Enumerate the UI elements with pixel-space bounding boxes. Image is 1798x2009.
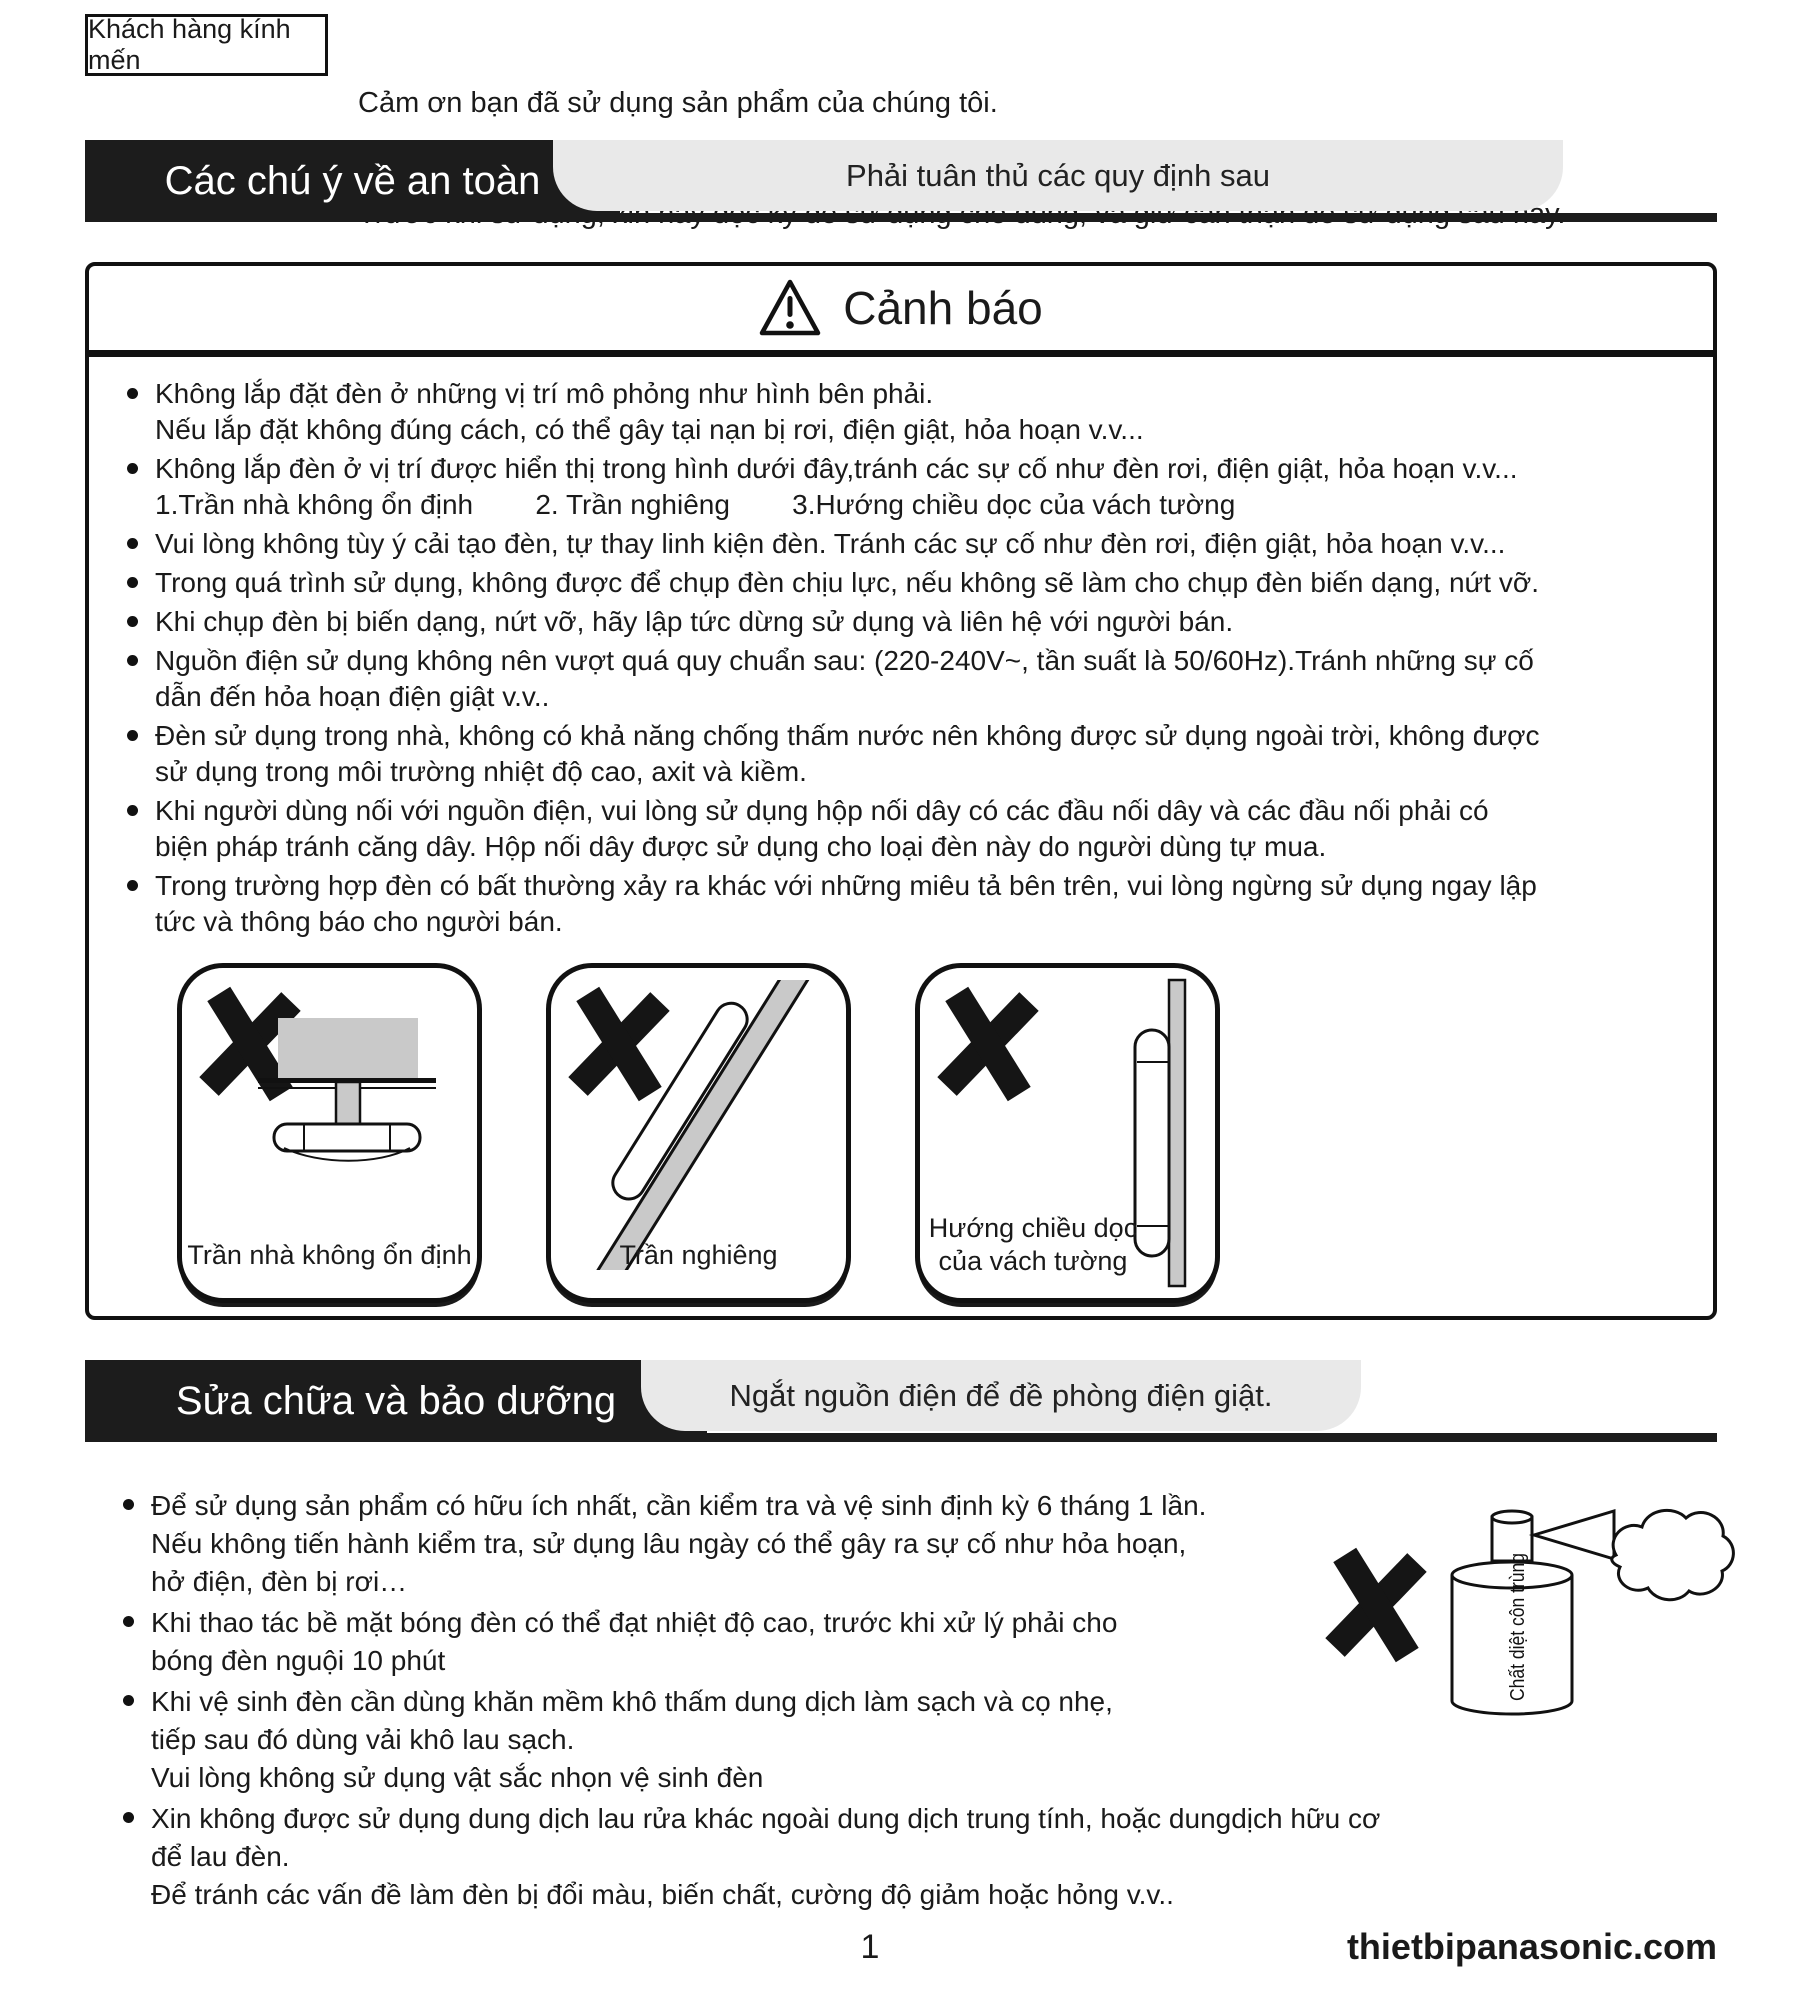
prohibited-installation-figures (177, 963, 1713, 1303)
warning-bullet: Không lắp đèn ở vị trí được hiển thị trong hình dưới đây,tránh các sự cố như đèn rơi, điện giật, hỏa hoạn v.v... 1.Trần nhà không ổn định 2. Trần nghiêng 3.Hướng chiều dọc của vách tường (119, 451, 1697, 523)
website-text: thietbipanasonic.com (1346, 1926, 1717, 1967)
warning-bullet: Không lắp đặt đèn ở những vị trí mô phỏng như hình bên phải. Nếu lắp đặt không đúng cách, có thể gây tại nạn bị rơi, điện giật, hỏa hoạn v.v... (119, 376, 1697, 448)
maintenance-section-subtitle: Ngắt nguồn điện để đề phòng điện giật. (729, 1377, 1273, 1413)
warning-triangle-icon (759, 279, 821, 337)
maintenance-bullet: Khi thao tác bề mặt bóng đèn có thể đạt nhiệt độ cao, trước khi xử lý phải cho bóng đèn nguội 10 phút (115, 1604, 1415, 1680)
tilted-lamp-illustration (579, 980, 829, 1270)
warning-bullet: Nguồn điện sử dụng không nên vượt quá quy chuẩn sau: (220-240V~, tần suất là 50/60Hz).Tránh những sự cố dẫn đến hỏa hoạn điện giật v.v.. (119, 643, 1697, 715)
figure-unstable-ceiling (177, 963, 482, 1303)
safety-section-title: Các chú ý về an toàn (164, 158, 541, 203)
maintenance-bullet: Khi vệ sinh đèn cần dùng khăn mềm khô thấm dung dịch làm sạch và cọ nhẹ, tiếp sau đó dùng vải khô lau sạch. Vui lòng không sử dụng vật sắc nhọn vệ sinh đèn (115, 1683, 1415, 1797)
figure-label: Trần nhà không ổn định (187, 1240, 472, 1270)
maintenance-section-header (85, 1360, 1717, 1442)
figure-label: Trần nghiêng (619, 1240, 778, 1270)
greeting-line-1: Cảm ơn bạn đã sử dụng sản phẩm của chúng tôi. (358, 87, 998, 119)
ceiling-lamp-illustration (240, 1018, 450, 1178)
figure-sloped-ceiling (546, 963, 851, 1303)
figure-vertical-wall (915, 963, 1220, 1303)
x-mark-icon (1325, 1548, 1427, 1661)
maintenance-section-title: Sửa chữa và bảo dưỡng (175, 1378, 617, 1423)
warning-bullet: Trong trường hợp đèn có bất thường xảy ra khác với những miêu tả bên trên, vui lòng ngừng sử dụng ngay lập tức và thông báo cho người bán. (119, 868, 1697, 940)
figure-label: Hướng chiều dọc của vách tường (928, 1213, 1138, 1276)
spray-can-label: Chất diệt côn trùng (1507, 1531, 1529, 1701)
warning-bullet: Trong quá trình sử dụng, không được để chụp đèn chịu lực, nếu không sẽ làm cho chụp đèn biến dạng, nứt vỡ. (119, 565, 1697, 601)
spray-cone-icon (1534, 1511, 1614, 1559)
warning-bullet-list (89, 357, 1713, 949)
warning-title: Cảnh báo (843, 282, 1043, 334)
no-insecticide-figure (1330, 1480, 1790, 1730)
greeting-box-label: Khách hàng kính mến (88, 14, 291, 75)
safety-section-subtitle-bar (553, 140, 1563, 211)
safety-section-title-bar (85, 140, 620, 222)
maintenance-bullet: Xin không được sử dụng dung dịch lau rửa khác ngoài dung dịch trung tính, hoặc dungdịch hữu cơ để lau đèn. Để tránh các vấn đề làm đèn bị đổi màu, biến chất, cường độ giảm hoặc hỏng v.v.. (115, 1800, 1415, 1914)
spray-cloud-icon (1612, 1510, 1734, 1599)
warning-bullet: Khi người dùng nối với nguồn điện, vui lòng sử dụng hộp nối dây có các đầu nối dây và các đầu nối phải có biện pháp tránh căng dây. Hộp nối dây được sử dụng cho loại đèn này do người dùng tự mua. (119, 793, 1697, 865)
spray-can-illustration (1430, 1483, 1760, 1728)
warning-bullet: Vui lòng không tùy ý cải tạo đèn, tự thay linh kiện đèn. Tránh các sự cố như đèn rơi, điện giật, hỏa hoạn v.v... (119, 526, 1697, 562)
maintenance-bullet-list (85, 1468, 1431, 1923)
page-number: 1 (860, 1928, 880, 1966)
safety-section-subtitle: Phải tuân thủ các quy định sau (846, 157, 1270, 193)
warning-bullet: Đèn sử dụng trong nhà, không có khả năng chống thấm nước nên không được sử dụng ngoài trời, không được sử dụng trong môi trường nhiệt độ cao, axit và kiềm. (119, 718, 1697, 790)
maintenance-section-subtitle-bar (641, 1360, 1361, 1431)
warning-bullet: Khi chụp đèn bị biến dạng, nứt vỡ, hãy lập tức dừng sử dụng và liên hệ với người bán. (119, 604, 1697, 640)
maintenance-bullet: Để sử dụng sản phẩm có hữu ích nhất, cần kiểm tra và vệ sinh định kỳ 6 tháng 1 lần. Nếu không tiến hành kiểm tra, sử dụng lâu ngày có thể gây ra sự cố như hỏa hoạn, hở điện, đèn bị rơi… (115, 1487, 1415, 1601)
warning-box (85, 262, 1717, 1320)
warning-title-row (89, 266, 1713, 357)
x-mark-icon (937, 987, 1039, 1100)
greeting-box (85, 14, 328, 76)
safety-section-header (85, 140, 1717, 222)
maintenance-section-title-bar (85, 1360, 707, 1442)
